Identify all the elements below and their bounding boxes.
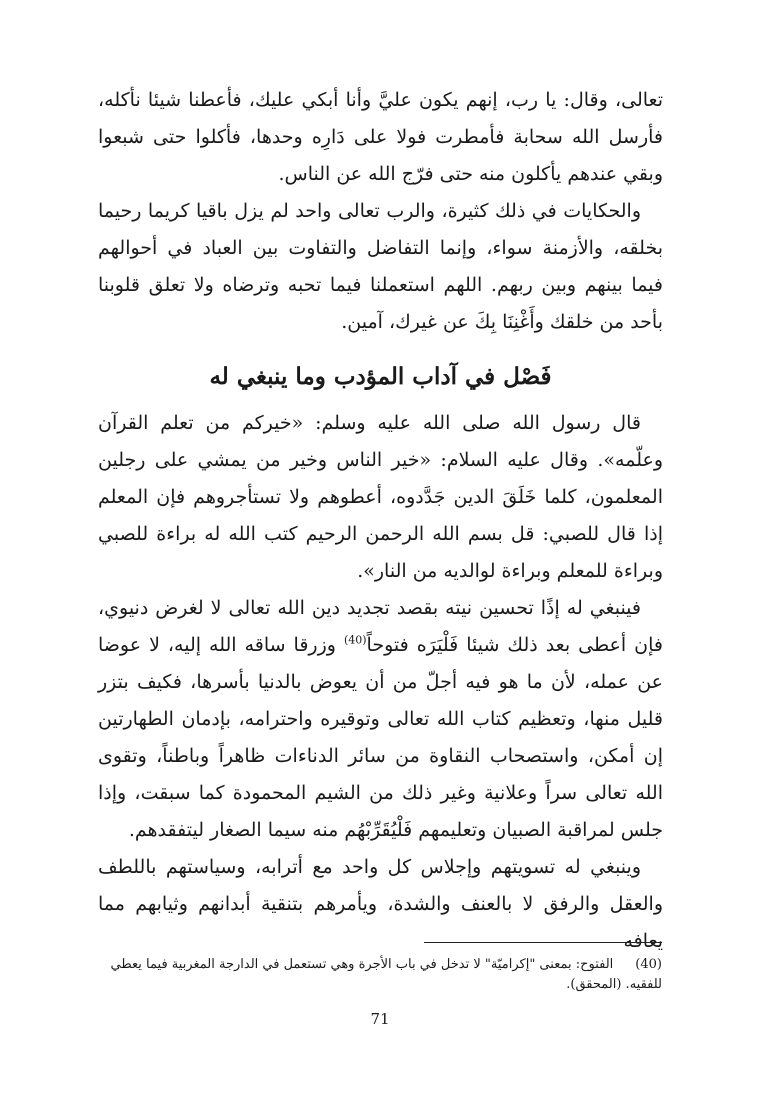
- footnote-number: (40): [635, 957, 662, 972]
- footnote-divider: [424, 942, 662, 943]
- section-heading: فَصْل في آداب المؤدب وما ينبغي له: [209, 363, 552, 390]
- paragraph-4: [98, 590, 663, 849]
- page-body: [98, 82, 663, 960]
- footnote-text: الفتوح: بمعنى "إكراميّة" لا تدخل في باب الأجرة وهي تستعمل في الدارجة المغربية فيما يعطي للفقيه. (المحقق).: [110, 957, 662, 992]
- paragraph-2: والحكايات في ذلك كثيرة، والرب تعالى واحد لم يزل باقيا كريما رحيما بخلقه، والأزمنة سواء، وإنما التفاضل والتفاوت بين العباد في أحوالهم فيما بينهم وبين ربهم. اللهم استعملنا فيما تحبه وترضاه ولا تعلق قلوبنا بأحد من خلقك وأَغْنِنَا بِكَ عن غيرك، آمين.: [98, 200, 663, 333]
- paragraph-3: قال رسول الله صلى الله عليه وسلم: «خيركم من تعلم القرآن وعلّمه». وقال عليه السلام: «خير الناس وخير من يمشي على رجلين المعلمون، كلما خَلَقَ الدين جَدَّدوه، أعطوهم ولا تستأجروهم فإن المعلم إذا قال للصبي: قل بسم الله الرحمن الرحيم كتب الله له براءة للصبي وبراءة للمعلم وبراءة لوالديه من النار».: [98, 412, 663, 582]
- paragraph-4-start: فينبغي له إذًا تحسين نيته بقصد تجديد دين الله تعالى لا لغرض دنيوي، فإن أعطى بعد ذلك شيئا فَلْيَرَه فتوحاً: [98, 597, 663, 656]
- page-number: 71: [370, 1010, 390, 1028]
- footnote: [97, 955, 662, 995]
- footnote-marker[interactable]: (40): [343, 633, 367, 647]
- paragraph-1: تعالى، وقال: يا رب، إنهم يكون عليَّ وأنا أبكي عليك، فأعطنا شيئا نأكله، فأرسل الله سحابة فأمطرت فولا على دَارِه وحدها، فأكلوا حتى شبعوا وبقي عندهم يأكلون منه حتى فرّج الله عن الناس.: [98, 89, 663, 185]
- paragraph-4-rest: وزرقا ساقه الله إليه، لا عوضا عن عمله، لأن ما هو فيه أجلّ من أن يعوض بالدنيا بأسرها، فكيف بتزر قليل منها، وتعظيم كتاب الله تعالى وتوقيره واحترامه، بإدمان الطهارتين إن أمكن، واستصحاب النقاوة من سائر الدناءات ظاهراً وباطناً، وتقوى الله تعالى سراً وعلانية وغير ذلك من الشيم المحمودة كما سبقت، وإذا جلس لمراقبة الصبيان وتعليمهم فَلْيُقَرِّبْهُم منه سيما الصغار ليتفقدهم.: [98, 634, 663, 841]
- paragraph-5: وينبغي له تسويتهم وإجلاس كل واحد مع أترابه، وسياستهم باللطف والعقل والرفق لا بالعنف والشدة، ويأمرهم بتنقية أبدانهم وثيابهم مما يعافه: [98, 856, 663, 952]
